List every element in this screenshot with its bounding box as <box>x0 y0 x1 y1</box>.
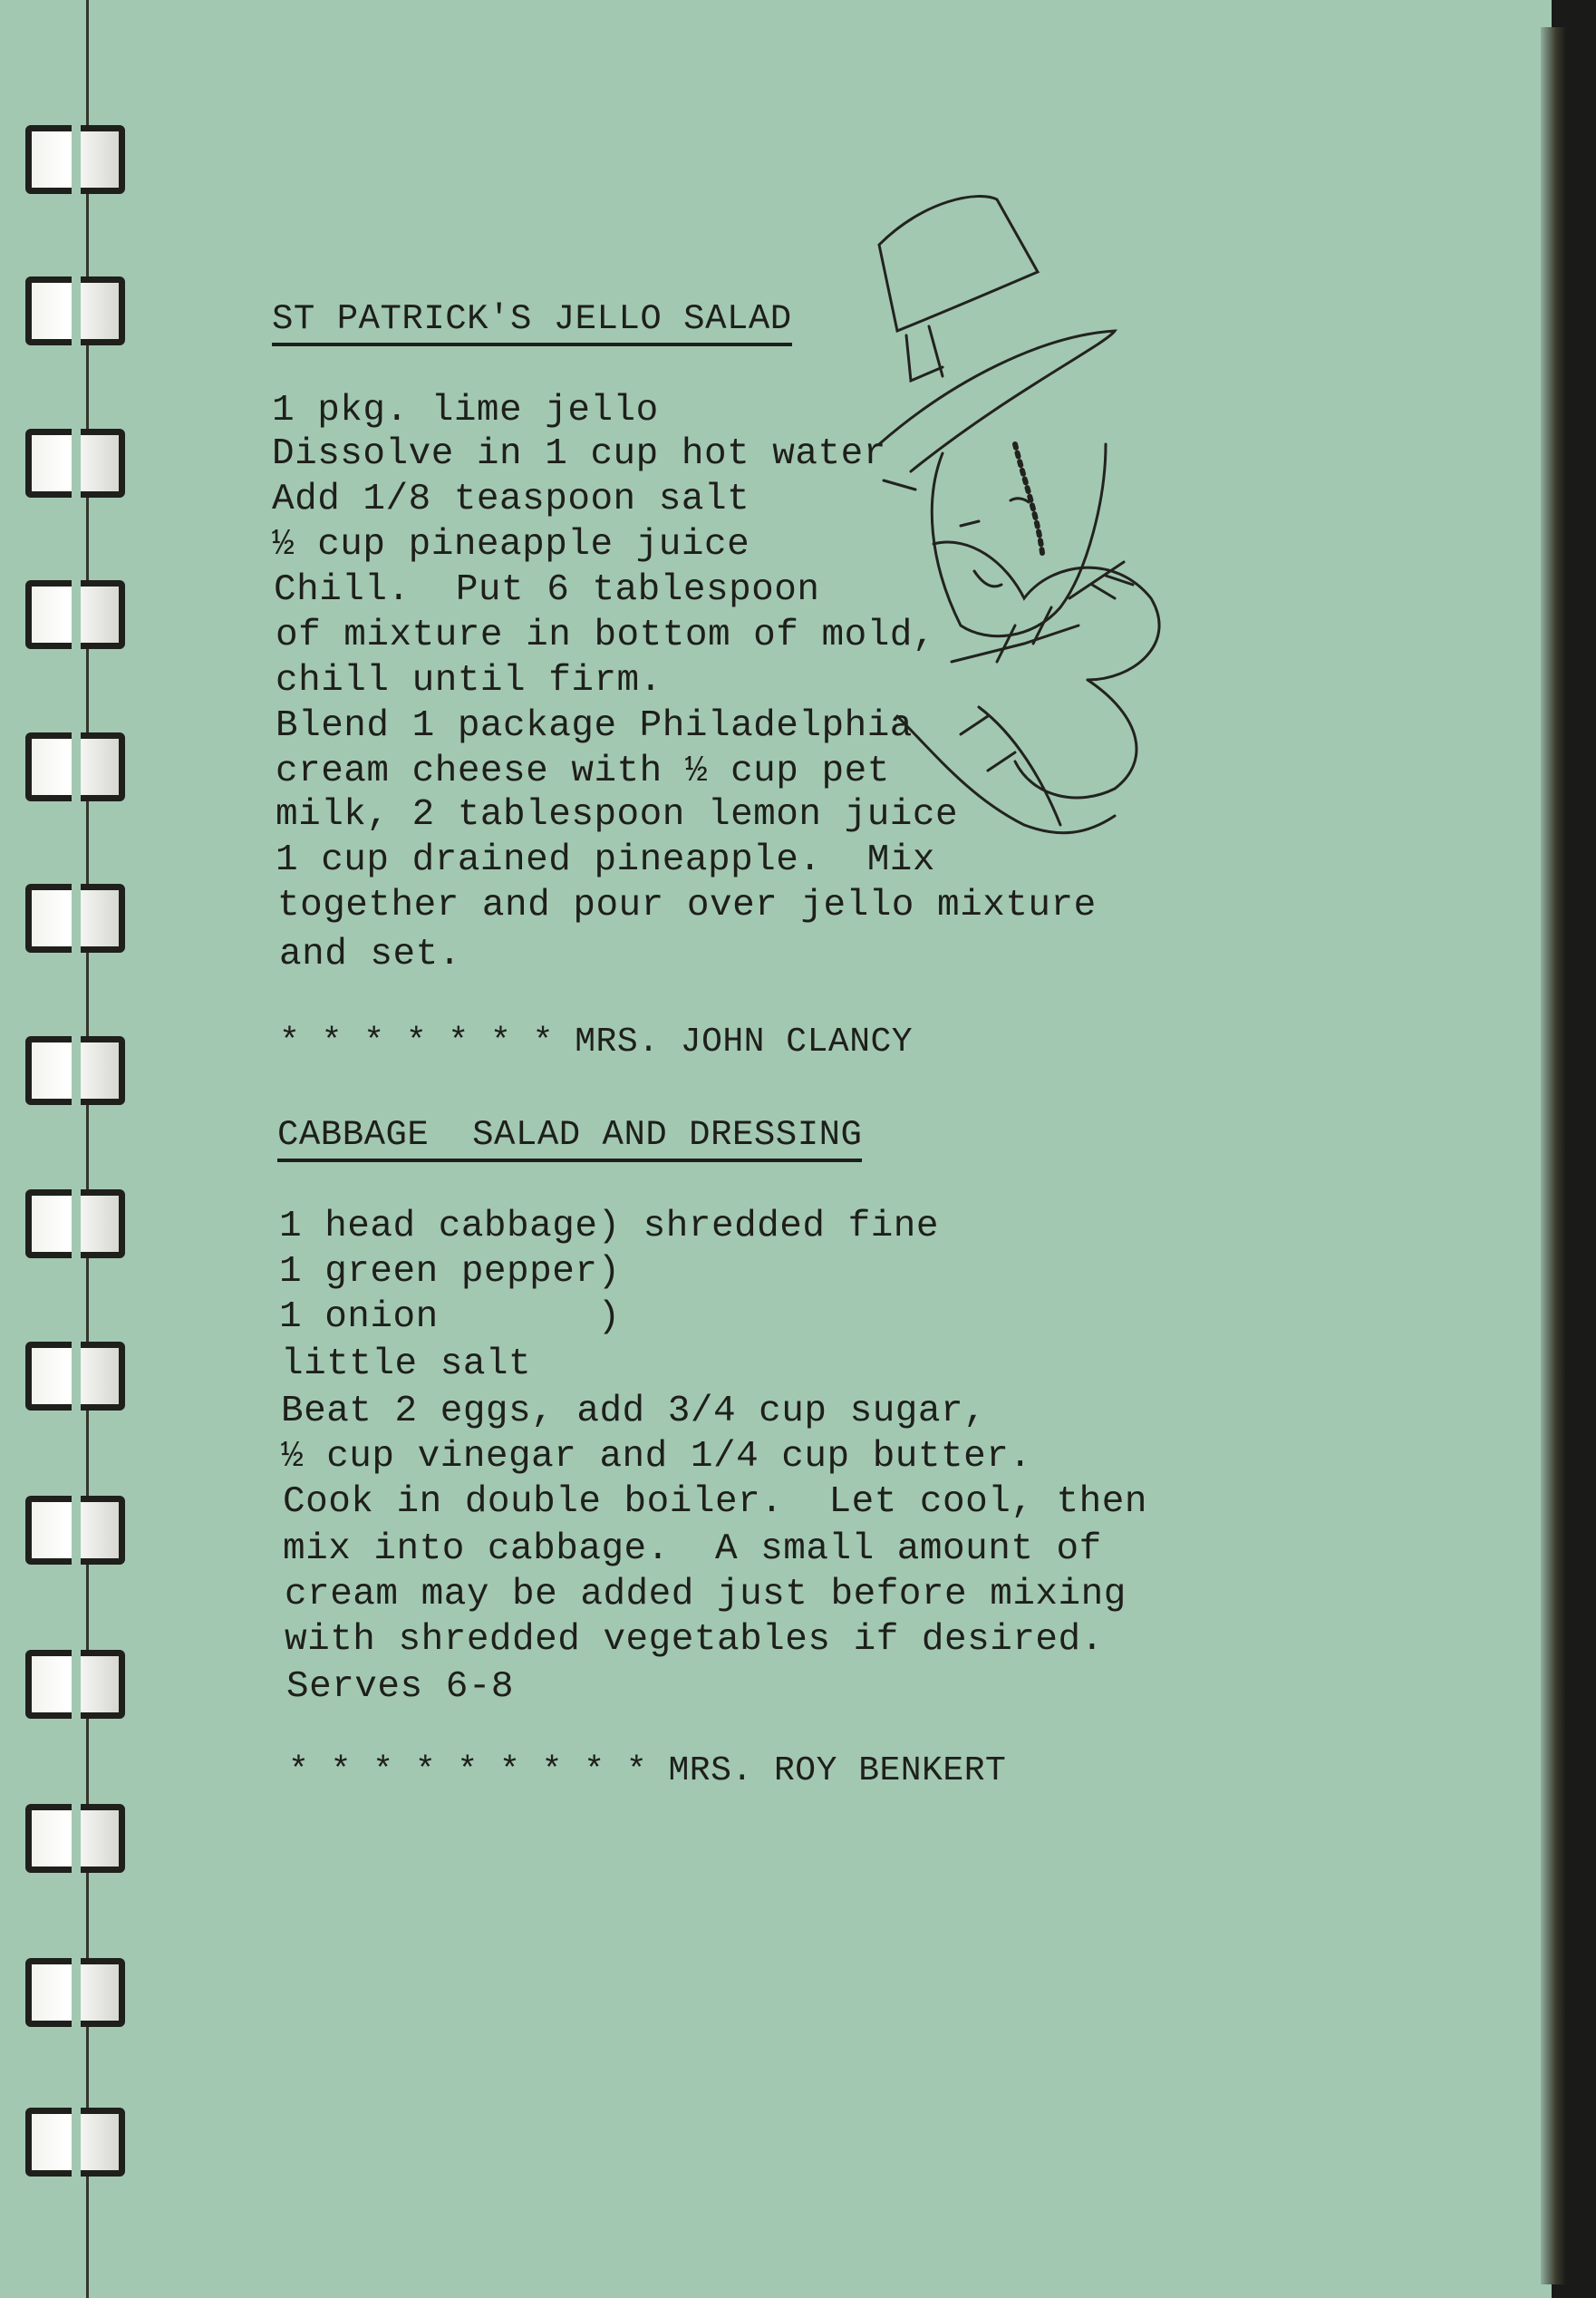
recipe-signature: * * * * * * * * * MRS. ROY BENKERT <box>288 1751 1007 1790</box>
binding-ring <box>25 580 125 649</box>
binding-ring <box>25 1804 125 1873</box>
recipe-line: mix into cabbage. A small amount of <box>283 1528 1102 1570</box>
recipe-line: Cook in double boiler. Let cool, then <box>283 1481 1147 1523</box>
recipe-signature: * * * * * * * MRS. JOHN CLANCY <box>279 1023 914 1062</box>
recipe-line: 1 cup drained pineapple. Mix <box>276 839 936 881</box>
recipe-line: of mixture in bottom of mold, <box>276 615 936 656</box>
leprechaun-illustration <box>843 172 1296 988</box>
binding-ring <box>25 1650 125 1719</box>
recipe-title: ST PATRICK'S JELLO SALAD <box>272 299 792 346</box>
recipe-line: 1 onion ) <box>279 1296 621 1338</box>
binding-ring <box>25 1189 125 1258</box>
recipe-line: together and pour over jello mixture <box>277 885 1097 926</box>
recipe-line: ½ cup vinegar and 1/4 cup butter. <box>281 1436 1032 1478</box>
recipe-line: 1 pkg. lime jello <box>272 390 659 431</box>
recipe-line: milk, 2 tablespoon lemon juice <box>276 794 959 836</box>
recipe-title: CABBAGE SALAD AND DRESSING <box>277 1115 862 1162</box>
page-edge <box>1541 27 1566 2284</box>
recipe-line: with shredded vegetables if desired. <box>285 1619 1104 1661</box>
binding-ring <box>25 1036 125 1105</box>
recipe-line: ½ cup pineapple juice <box>272 524 750 566</box>
recipe-line: Add 1/8 teaspoon salt <box>272 479 750 520</box>
binding-ring <box>25 732 125 801</box>
binding-ring <box>25 2108 125 2177</box>
recipe-line: Serves 6-8 <box>286 1666 515 1708</box>
recipe-line: 1 head cabbage) shredded fine <box>279 1206 940 1247</box>
recipe-line: Blend 1 package Philadelphia <box>276 705 913 747</box>
recipe-line: cream cheese with ½ cup pet <box>276 751 890 792</box>
recipe-line: Chill. Put 6 tablespoon <box>274 569 820 611</box>
recipe-line: 1 green pepper) <box>279 1251 621 1293</box>
recipe-line: and set. <box>279 934 461 975</box>
binding-ring <box>25 884 125 953</box>
binding-ring <box>25 1342 125 1411</box>
recipe-line: Dissolve in 1 cup hot water <box>272 433 886 475</box>
recipe-line: chill until firm. <box>276 660 663 702</box>
binding-ring <box>25 1958 125 2027</box>
binding-ring <box>25 125 125 194</box>
binding-ring <box>25 1496 125 1565</box>
recipe-line: little salt <box>281 1343 532 1385</box>
recipe-line: cream may be added just before mixing <box>285 1574 1127 1615</box>
binding-ring <box>25 276 125 345</box>
binding-ring <box>25 429 125 498</box>
recipe-line: Beat 2 eggs, add 3/4 cup sugar, <box>281 1391 987 1432</box>
